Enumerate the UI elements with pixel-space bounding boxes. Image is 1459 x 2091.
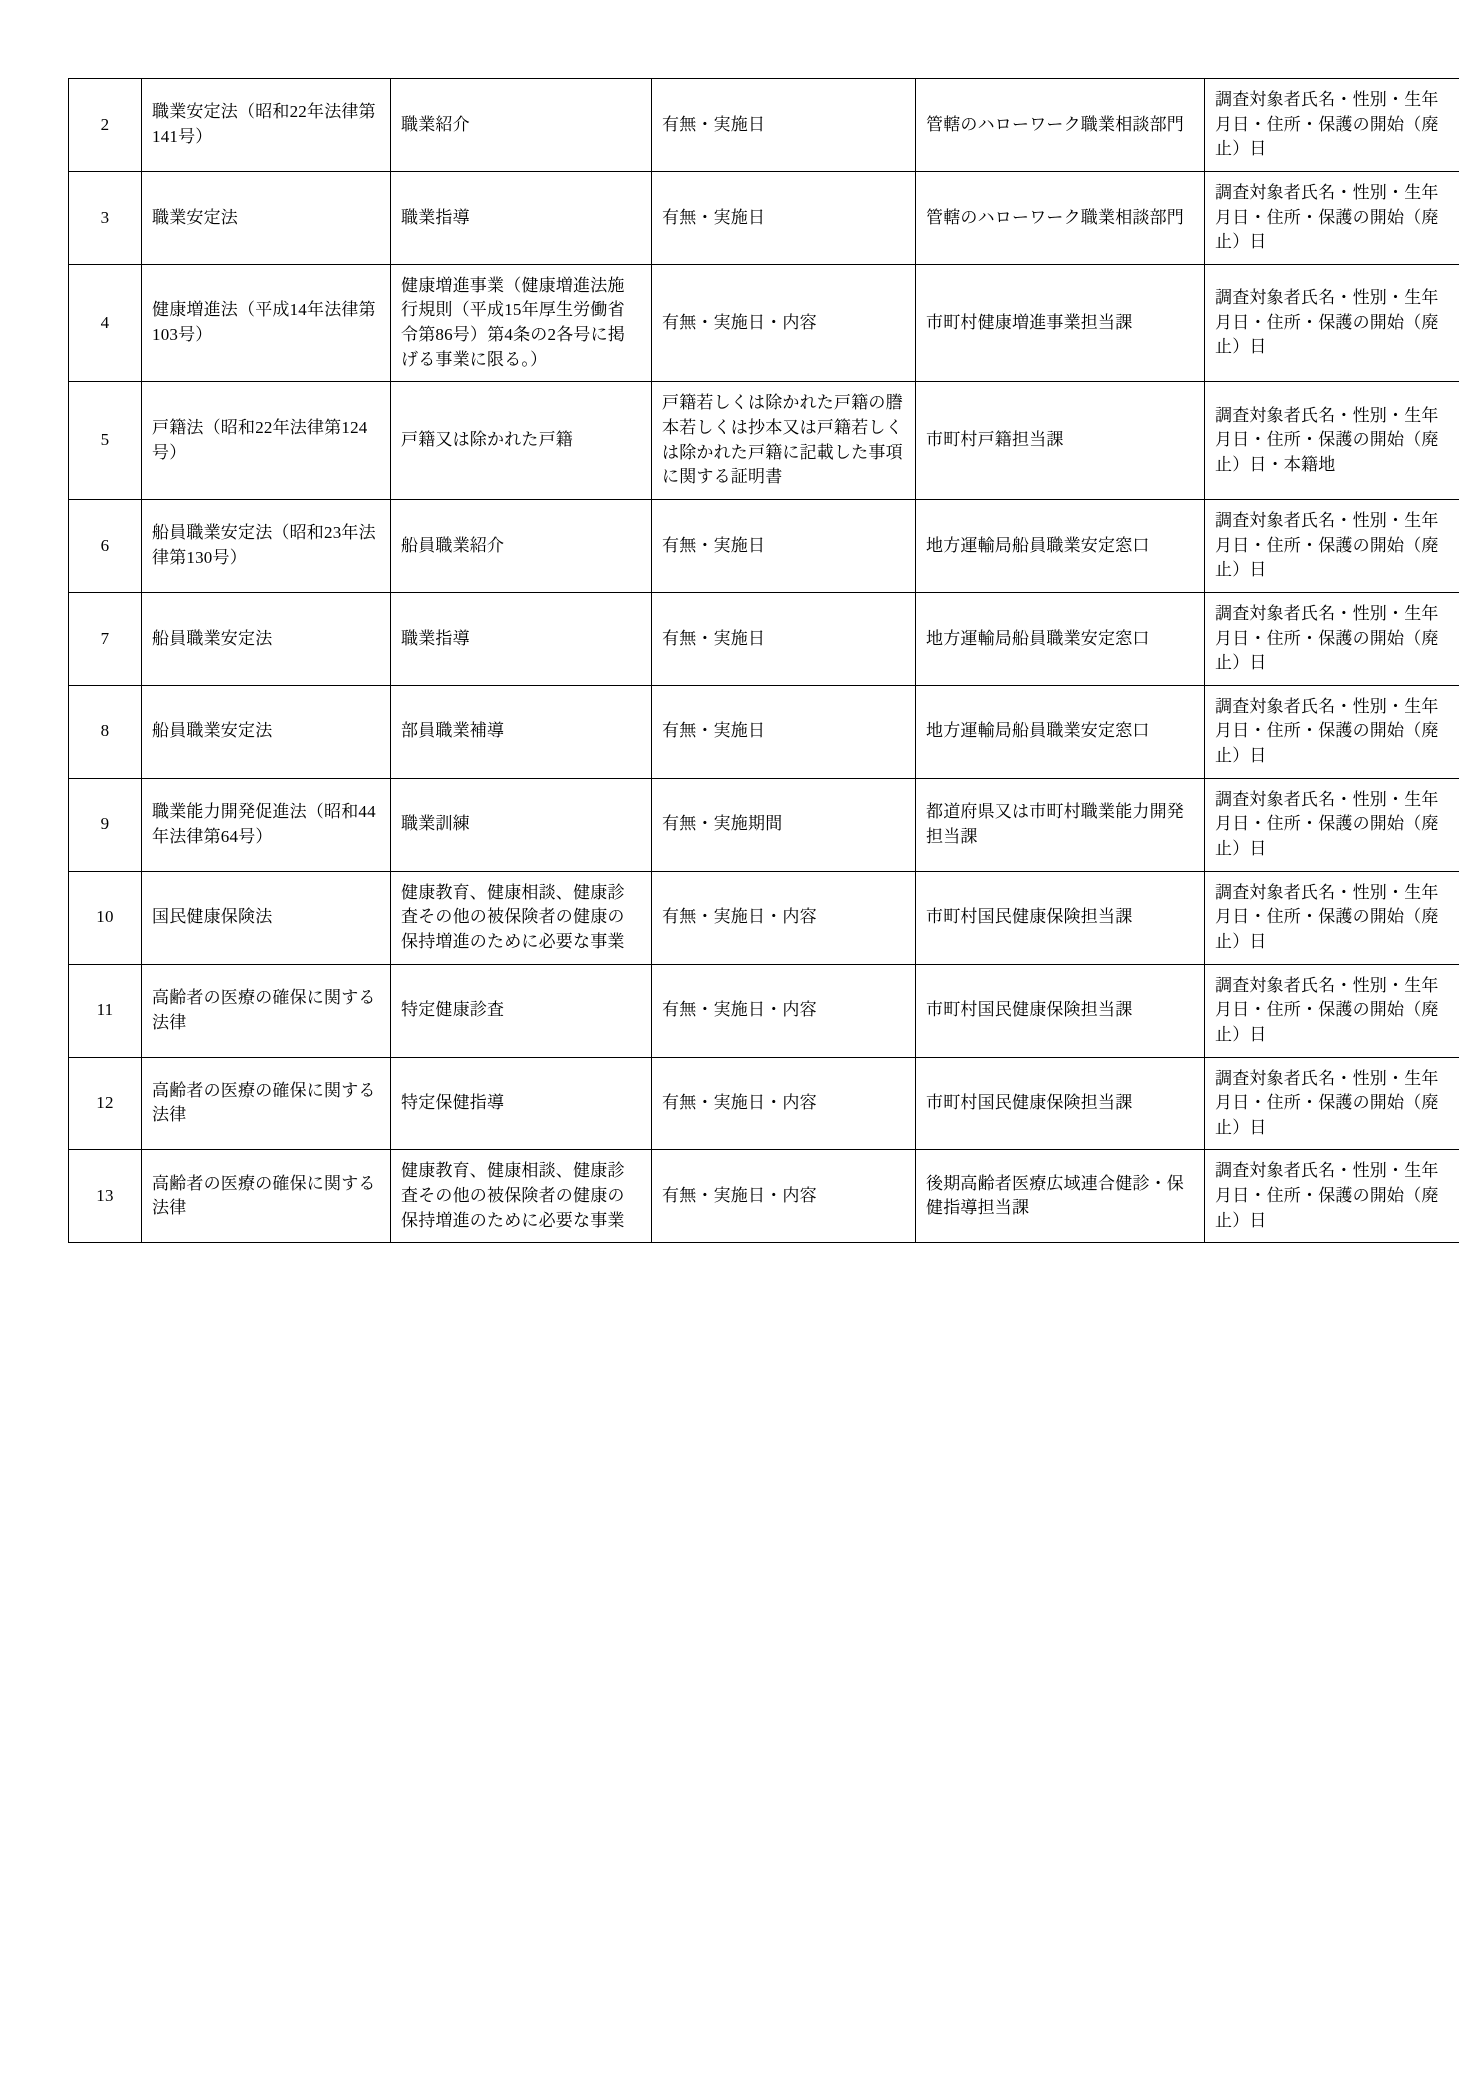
row-number-text: 5 [100,430,110,450]
row-item-text: 職業指導 [401,628,470,648]
table-row [69,79,1459,172]
row-item-text: 戸籍又は除かれた戸籍 [401,430,573,450]
row-subject-info [1205,499,1459,592]
row-subject-info [1205,382,1459,500]
row-item-text: 特定健康診査 [401,1000,505,1020]
row-content-text: 有無・実施日・内容 [662,1093,817,1113]
row-content-text: 有無・実施日 [662,114,766,134]
row-subject-info-text: 調査対象者氏名・性別・生年月日・住所・保護の開始（廃止）日 [1215,1161,1439,1230]
row-number-text: 11 [96,1000,114,1020]
row-law [142,79,391,172]
table-body [69,79,1459,1243]
row-content [652,1057,916,1150]
row-subject-info-text: 調査対象者氏名・性別・生年月日・住所・保護の開始（廃止）日 [1215,182,1439,252]
row-law-text: 国民健康保険法 [152,907,273,927]
row-number [69,871,142,964]
row-number-text: 4 [100,312,110,332]
row-number [69,79,142,172]
row-law [142,685,391,778]
row-item [391,778,652,871]
row-content-text: 有無・実施日・内容 [662,312,817,332]
row-law-text: 健康増進法（平成14年法律第103号） [152,300,376,345]
row-subject-info-text: 調査対象者氏名・性別・生年月日・住所・保護の開始（廃止）日 [1215,288,1439,357]
row-subject-info-text: 調査対象者氏名・性別・生年月日・住所・保護の開始（廃止）日 [1215,975,1439,1044]
row-law-text: 船員職業安定法 [152,628,273,648]
table-row [69,778,1459,871]
row-content-text: 有無・実施日 [662,721,766,741]
row-subject-info [1205,964,1459,1057]
row-content [652,778,916,871]
row-law-text: 船員職業安定法（昭和23年法律第130号） [152,523,376,567]
row-subject-info [1205,778,1459,871]
row-department-text: 都道府県又は市町村職業能力開発担当課 [926,802,1184,846]
row-content-text: 有無・実施日・内容 [662,1186,817,1206]
row-department [916,964,1205,1057]
row-law-text: 高齢者の医療の確保に関する法律 [152,987,376,1032]
row-item-text: 職業指導 [401,207,470,227]
row-department-text: 管轄のハローワーク職業相談部門 [926,114,1184,134]
row-item [391,592,652,685]
row-item-text: 部員職業補導 [401,721,505,741]
row-item-text: 職業訓練 [401,814,470,834]
table-row [69,264,1459,382]
row-department-text: 市町村国民健康保険担当課 [926,1000,1133,1020]
row-department [916,499,1205,592]
row-content-text: 戸籍若しくは除かれた戸籍の謄本若しくは抄本又は戸籍若しくは除かれた戸籍に記載した事項に関する証明書 [662,393,903,487]
row-content [652,871,916,964]
row-department-text: 市町村国民健康保険担当課 [926,1093,1133,1113]
row-subject-info [1205,171,1459,264]
table-row [69,499,1459,592]
row-department-text: 管轄のハローワーク職業相談部門 [926,207,1184,227]
row-item [391,1150,652,1243]
row-item [391,1057,652,1150]
row-item [391,964,652,1057]
row-law [142,1150,391,1243]
row-number-text: 9 [100,814,110,834]
row-subject-info-text: 調査対象者氏名・性別・生年月日・住所・保護の開始（廃止）日 [1215,696,1439,766]
row-subject-info-text: 調査対象者氏名・性別・生年月日・住所・保護の開始（廃止）日 [1215,90,1439,159]
row-content-text: 有無・実施日 [662,207,766,227]
row-department-text: 市町村健康増進事業担当課 [926,312,1133,332]
row-number [69,1057,142,1150]
table-row [69,171,1459,264]
row-law-text: 高齢者の医療の確保に関する法律 [152,1080,376,1125]
row-law [142,499,391,592]
row-number [69,499,142,592]
row-content [652,592,916,685]
row-item [391,499,652,592]
row-item-text: 健康増進事業（健康増進法施行規則（平成15年厚生労働省令第86号）第4条の2各号に掲げる事業に限る。） [401,275,625,369]
table-row [69,1057,1459,1150]
row-law-text: 船員職業安定法 [152,721,273,741]
table-row [69,382,1459,500]
row-law-text: 戸籍法（昭和22年法律第124号） [152,418,368,462]
row-item [391,382,652,500]
row-content-text: 有無・実施期間 [662,814,783,834]
row-item-text: 健康教育、健康相談、健康診査その他の被保険者の健康の保持増進のために必要な事業 [401,1161,625,1230]
row-department-text: 市町村国民健康保険担当課 [926,907,1133,927]
row-law-text: 高齢者の医療の確保に関する法律 [152,1173,376,1218]
table-row [69,964,1459,1057]
row-department-text: 地方運輸局船員職業安定窓口 [926,721,1150,741]
row-law [142,592,391,685]
row-department [916,871,1205,964]
row-content [652,1150,916,1243]
row-department [916,264,1205,382]
row-department [916,171,1205,264]
row-law [142,1057,391,1150]
row-number-text: 2 [100,114,110,134]
row-law [142,964,391,1057]
row-content [652,264,916,382]
row-item [391,171,652,264]
row-number-text: 8 [100,721,110,741]
row-subject-info-text: 調査対象者氏名・性別・生年月日・住所・保護の開始（廃止）日 [1215,882,1439,951]
row-number [69,382,142,500]
reference-table [68,78,1459,1243]
row-number-text: 12 [96,1093,114,1113]
row-number [69,685,142,778]
row-number [69,964,142,1057]
row-department [916,592,1205,685]
row-content [652,964,916,1057]
row-number-text: 3 [100,207,110,227]
row-department-text: 市町村戸籍担当課 [926,430,1064,450]
row-law [142,871,391,964]
row-content [652,171,916,264]
table-container [68,78,1439,1243]
row-number [69,171,142,264]
row-content-text: 有無・実施日 [662,628,766,648]
row-subject-info-text: 調査対象者氏名・性別・生年月日・住所・保護の開始（廃止）日 [1215,603,1439,673]
table-row [69,592,1459,685]
row-subject-info [1205,79,1459,172]
row-number [69,592,142,685]
row-subject-info-text: 調査対象者氏名・性別・生年月日・住所・保護の開始（廃止）日 [1215,510,1439,580]
row-number [69,778,142,871]
row-law [142,264,391,382]
row-item [391,79,652,172]
row-law [142,382,391,500]
row-content [652,499,916,592]
row-number [69,1150,142,1243]
row-item [391,871,652,964]
row-number [69,264,142,382]
row-number-text: 13 [96,1186,114,1206]
row-subject-info [1205,264,1459,382]
row-department [916,1057,1205,1150]
row-department-text: 地方運輸局船員職業安定窓口 [926,628,1150,648]
row-law-text: 職業安定法 [152,207,238,227]
row-item-text: 船員職業紹介 [401,535,505,555]
table-row [69,685,1459,778]
row-department-text: 後期高齢者医療広域連合健診・保健指導担当課 [926,1173,1184,1218]
row-department-text: 地方運輸局船員職業安定窓口 [926,535,1150,555]
row-content-text: 有無・実施日 [662,535,766,555]
row-number-text: 7 [100,628,110,648]
row-item [391,264,652,382]
row-subject-info [1205,1057,1459,1150]
row-law [142,778,391,871]
row-item-text: 特定保健指導 [401,1093,505,1113]
row-content-text: 有無・実施日・内容 [662,907,817,927]
row-subject-info [1205,685,1459,778]
row-content [652,685,916,778]
row-department [916,382,1205,500]
table-row [69,871,1459,964]
row-law [142,171,391,264]
row-subject-info [1205,1150,1459,1243]
row-content [652,382,916,500]
row-law-text: 職業安定法（昭和22年法律第141号） [152,102,376,146]
row-item-text: 職業紹介 [401,114,470,134]
row-department [916,778,1205,871]
row-subject-info-text: 調査対象者氏名・性別・生年月日・住所・保護の開始（廃止）日 [1215,789,1439,859]
row-department [916,1150,1205,1243]
row-number-text: 6 [100,535,110,555]
row-subject-info-text: 調査対象者氏名・性別・生年月日・住所・保護の開始（廃止）日 [1215,1068,1439,1137]
row-law-text: 職業能力開発促進法（昭和44年法律第64号） [152,802,376,846]
row-subject-info [1205,592,1459,685]
row-subject-info [1205,871,1459,964]
row-item-text: 健康教育、健康相談、健康診査その他の被保険者の健康の保持増進のために必要な事業 [401,882,625,951]
table-row [69,1150,1459,1243]
row-number-text: 10 [96,907,114,927]
row-item [391,685,652,778]
row-subject-info-text: 調査対象者氏名・性別・生年月日・住所・保護の開始（廃止）日・本籍地 [1215,405,1439,474]
row-content [652,79,916,172]
row-department [916,79,1205,172]
row-content-text: 有無・実施日・内容 [662,1000,817,1020]
row-department [916,685,1205,778]
